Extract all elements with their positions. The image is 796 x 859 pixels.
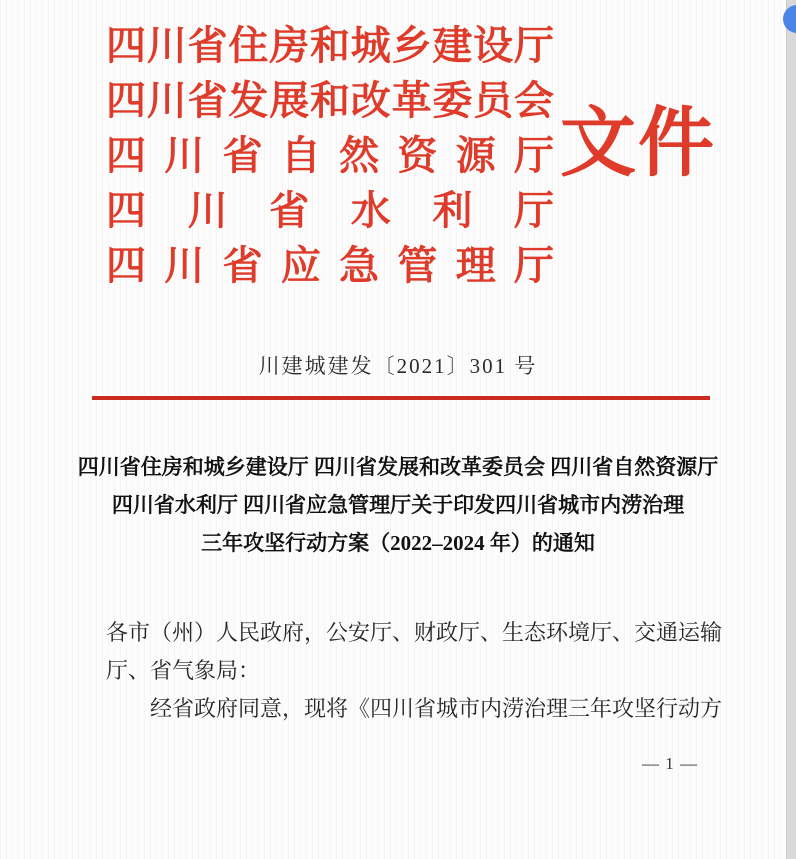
doc-title (0, 448, 796, 562)
doc-type-label: 文件 (560, 102, 716, 186)
floating-button[interactable] (783, 5, 796, 33)
doc-title-line: 三年攻坚行动方案（2022–2024 年）的通知 (201, 531, 595, 555)
salutation-line: 各市（州）人民政府，公安厅、财政厅、生态环境厅、交通运输 (106, 620, 723, 645)
agency-line-development-reform: 四 川 省 发 展 和 改 革 委 员 会 (106, 77, 554, 123)
red-divider-line (92, 396, 710, 400)
body-paragraph-line: 经省政府同意，现将《四川省城市内涝治理三年攻坚行动方 (150, 696, 723, 721)
agency-line-emergency-management: 四 川 省 应 急 管 理 厅 (106, 242, 554, 288)
salutation-line: 厅、省气象局： (106, 658, 261, 683)
doc-title-line: 四川省住房和城乡建设厅 四川省发展和改革委员会 四川省自然资源厅 (77, 455, 719, 479)
letterhead-agency-block (106, 18, 554, 293)
doc-number: 川建城建发〔2021〕301 号 (258, 354, 538, 378)
scrollbar-track[interactable] (786, 0, 796, 859)
doc-title-line: 四川省水利厅 四川省应急管理厅关于印发四川省城市内涝治理 (111, 493, 685, 517)
agency-line-natural-resources: 四 川 省 自 然 资 源 厅 (106, 132, 554, 178)
doc-body (106, 614, 726, 728)
agency-line-water-resources: 四 川 省 水 利 厅 (106, 187, 554, 233)
page-number: — 1 — (642, 754, 698, 773)
agency-line-housing: 四 川 省 住 房 和 城 乡 建 设 厅 (106, 22, 554, 68)
